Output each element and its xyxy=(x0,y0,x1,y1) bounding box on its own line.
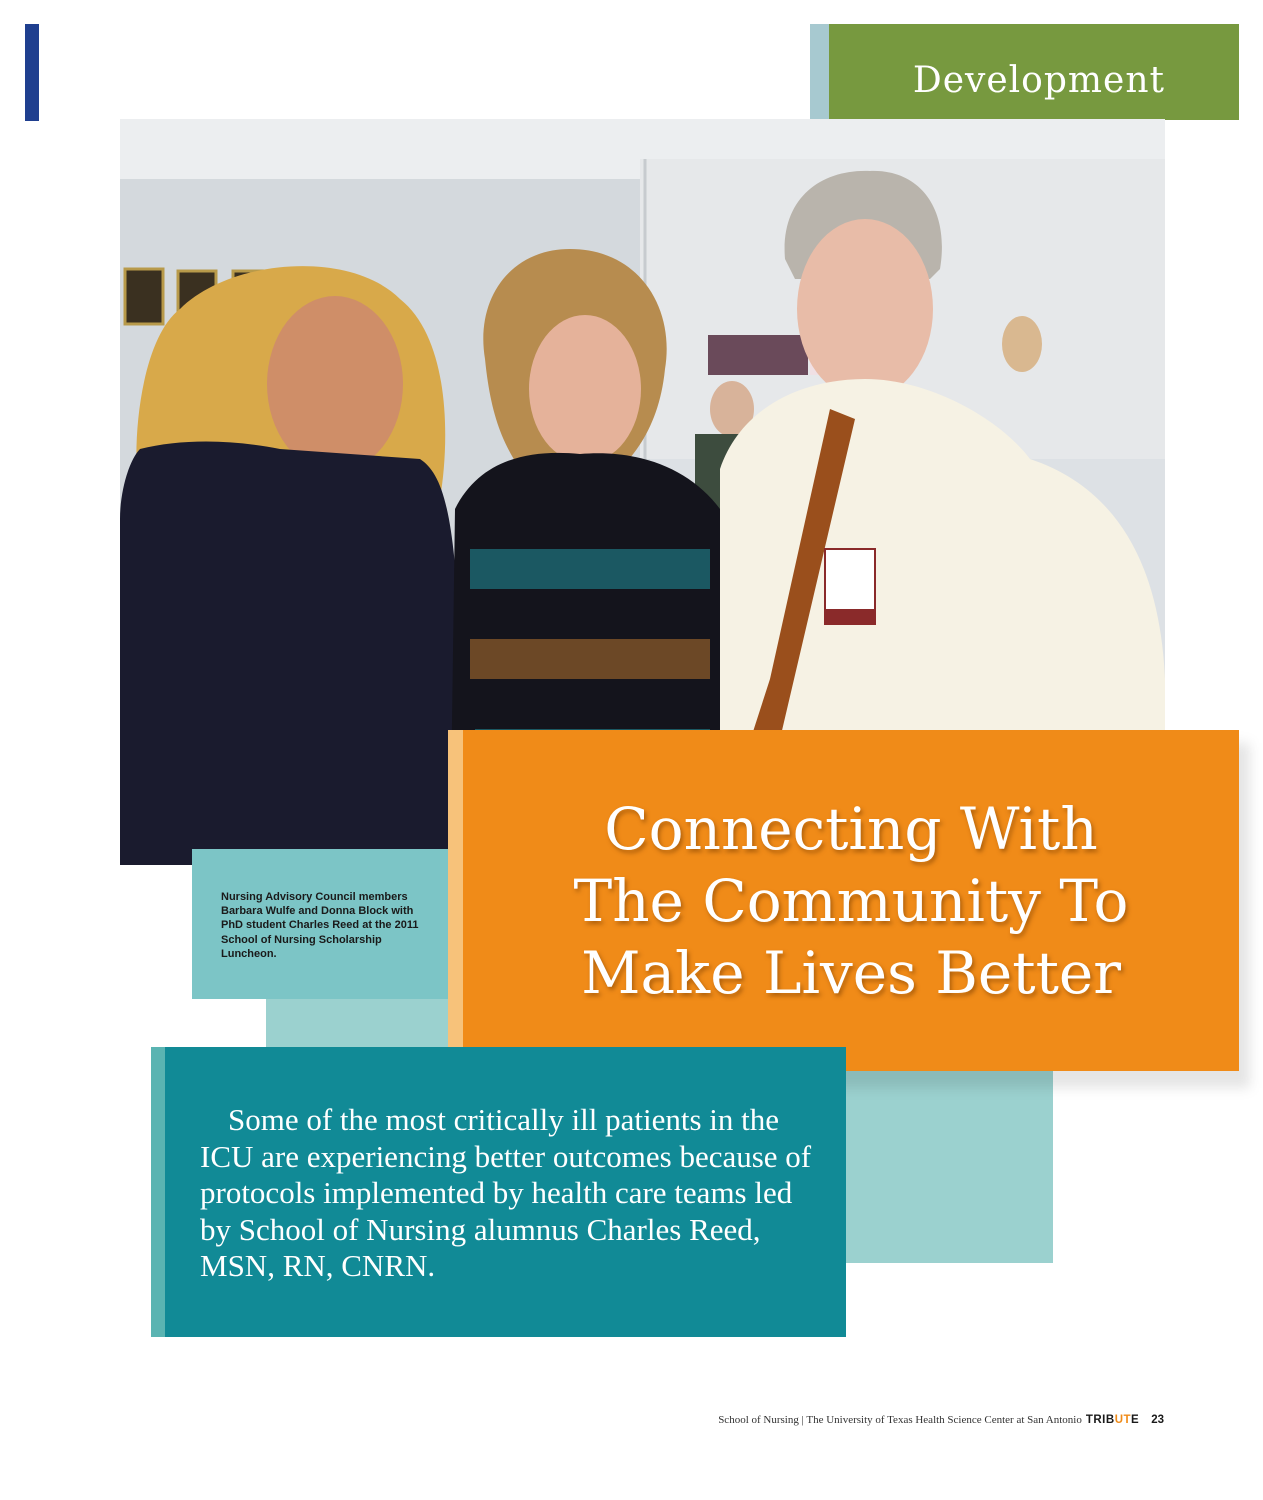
headline xyxy=(574,793,1129,1009)
page-footer xyxy=(718,1414,1164,1426)
photo-caption-box xyxy=(192,849,456,999)
decorative-block xyxy=(266,999,456,1047)
decorative-block xyxy=(846,1070,1053,1263)
section-tab xyxy=(829,24,1239,120)
headline-accent-strip xyxy=(448,730,464,1071)
footer-brand-part: E xyxy=(1131,1414,1140,1426)
headline-line: The Community To xyxy=(573,866,1129,935)
accent-bar xyxy=(25,24,39,121)
page-number: 23 xyxy=(1151,1414,1164,1426)
footer-publisher: School of Nursing | The University of Texas Health Science Center at San Antonio xyxy=(718,1414,1082,1426)
headline-line: Make Lives Better xyxy=(581,938,1121,1007)
intro-accent-strip xyxy=(151,1047,166,1337)
intro-box xyxy=(165,1047,846,1337)
headline-box xyxy=(463,730,1239,1071)
footer-brand xyxy=(1086,1414,1139,1426)
headline-line: Connecting With xyxy=(604,794,1098,863)
footer-brand-highlight: UT xyxy=(1114,1414,1132,1426)
intro-paragraph: Some of the most critically ill patients in the ICU are experiencing better outcomes because of protocols implemented by health care teams led by School of Nursing alumnus Charles Reed, MSN, RN, CNRN. xyxy=(200,1102,812,1283)
section-title: Development xyxy=(912,60,1165,101)
photo-caption: Nursing Advisory Council members Barbara Wulfe and Donna Block with PhD student Charles Reed at the 2011 School of Nursing Scholarship Luncheon. xyxy=(221,891,419,960)
footer-brand-part: TRIB xyxy=(1085,1414,1115,1426)
